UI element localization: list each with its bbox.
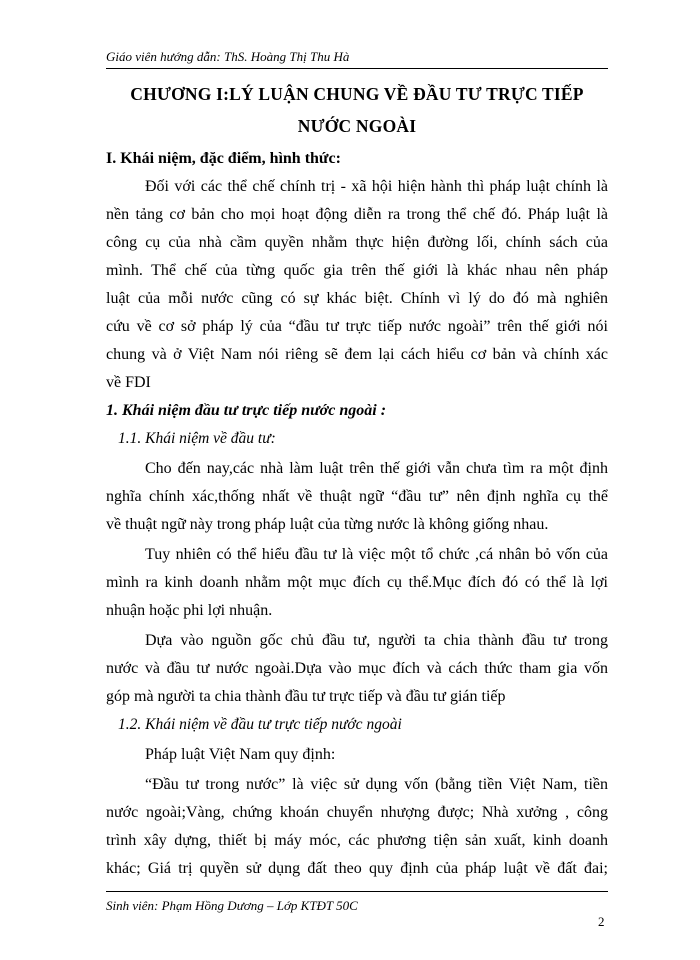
paragraph-line: cứu về cơ sở pháp lý của “đầu tư trực tiếp nước ngoài” trên thế giới nói [106, 318, 608, 335]
paragraph-line: Đối với các thể chế chính trị - xã hội hiện hành thì pháp luật chính là [145, 178, 608, 195]
paragraph-line: Pháp luật Việt Nam quy định: [145, 746, 336, 763]
paragraph-line: nhuận hoặc phi lợi nhuận. [106, 602, 273, 619]
paragraph-line: nước ngoài;Vàng, chứng khoán chuyển nhượng được; Nhà xưởng , công [106, 804, 608, 821]
paragraph-line: mình. Thể chế của từng quốc gia trên thế giới là khác nhau nên pháp [106, 262, 608, 279]
footer-divider [106, 891, 608, 892]
subsection-heading-1-2: 1.2. Khái niệm về đầu tư trực tiếp nước ngoài [118, 716, 402, 733]
page-footer: Sinh viên: Phạm Hồng Dương – Lớp KTĐT 50C [106, 898, 358, 913]
header-divider [106, 68, 608, 69]
page-number: 2 [598, 914, 605, 929]
paragraph-line: về thuật ngữ này trong pháp luật của từng nước là không giống nhau. [106, 516, 549, 533]
paragraph-line: nghĩa chính xác,thống nhất về thuật ngữ “đầu tư” nên định nghĩa cụ thể [106, 488, 608, 505]
paragraph-line: mình ra kinh doanh nhằm một mục đích cụ thể.Mục đích đó có thể là lợi [106, 574, 608, 591]
section-heading-I: I. Khái niệm, đặc điểm, hình thức: [106, 150, 341, 167]
paragraph-line: công cụ của nhà cầm quyền nhằm thực hiện đường lối, chính sách của [106, 234, 608, 251]
chapter-title-line-2: NƯỚC NGOÀI [297, 116, 417, 136]
paragraph-line: Tuy nhiên có thể hiểu đầu tư là việc một tổ chức ,cá nhân bỏ vốn của [145, 546, 608, 563]
paragraph-line: về FDI [106, 374, 151, 391]
section-heading-1: 1. Khái niệm đầu tư trực tiếp nước ngoài : [106, 402, 387, 419]
page-header: Giáo viên hướng dẫn: ThS. Hoàng Thị Thu Hà [106, 49, 350, 64]
paragraph-line: luật của mỗi nước cũng có sự khác biệt. Chính vì lý do đó mà nghiên [106, 290, 608, 307]
paragraph-line: trình xây dựng, thiết bị máy móc, các phương tiện sản xuất, kinh doanh [106, 832, 608, 849]
paragraph-line: Cho đến nay,các nhà làm luật trên thế giới vẫn chưa tìm ra một định [145, 460, 608, 477]
subsection-heading-1-1: 1.1. Khái niệm về đầu tư: [118, 430, 276, 447]
paragraph-line: góp mà người ta chia thành đầu tư trực tiếp và đầu tư gián tiếp [106, 688, 506, 705]
paragraph-line: khác; Giá trị quyền sử dụng đất theo quy định của pháp luật về đất đai; [106, 860, 608, 877]
paragraph-line: Dựa vào nguồn gốc chủ đầu tư, người ta chia thành đầu tư trong [145, 632, 608, 649]
paragraph-line: nước và đầu tư nước ngoài.Dựa vào mục đích và cách thức tham gia vốn [106, 660, 608, 677]
chapter-title-line-1: CHƯƠNG I:LÝ LUẬN CHUNG VỀ ĐẦU TƯ TRỰC TIẾP [130, 84, 584, 104]
paragraph-line: “Đầu tư trong nước” là việc sử dụng vốn (bằng tiền Việt Nam, tiền [145, 776, 608, 793]
paragraph-line: nền tảng cơ bản cho mọi hoạt động diễn ra trong thể chế đó. Pháp luật là [106, 206, 608, 223]
paragraph-line: chung và ở Việt Nam nói riêng sẽ đem lại cách hiểu cơ bản và chính xác [106, 346, 608, 363]
